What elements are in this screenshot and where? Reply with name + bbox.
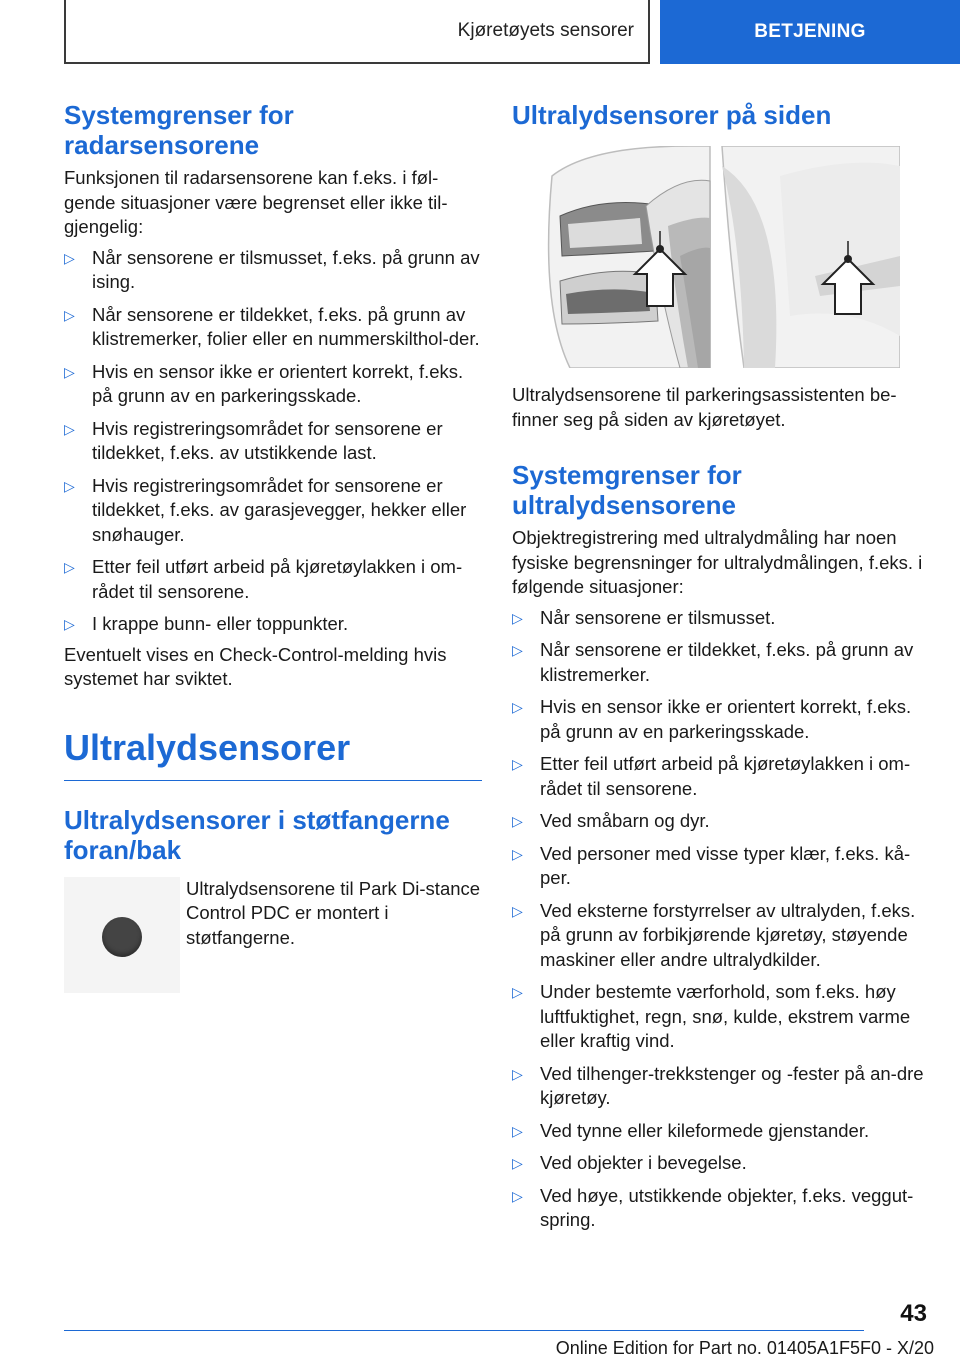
section-tab bbox=[660, 0, 960, 64]
footer-edition: Online Edition for Part no. 01405A1F5F0 - X/20 bbox=[555, 1338, 934, 1358]
triangle-bullet-icon: ▷ bbox=[512, 902, 523, 919]
triangle-bullet-icon: ▷ bbox=[64, 616, 75, 632]
list-item-text: Hvis registreringsområdet for sensorene er tildekket, f.eks. av garasjevegger, hekker eller snøhauger. bbox=[92, 474, 467, 545]
section-label: BETJENING bbox=[754, 21, 866, 42]
list-item-text: Ved personer med visse typer klær, f.eks. kå-per. bbox=[540, 842, 911, 888]
triangle-bullet-icon: ▷ bbox=[64, 477, 75, 494]
list-item-text: Når sensorene er tildekket, f.eks. på grunn av klistremerker. bbox=[540, 639, 914, 685]
sensor-image bbox=[64, 877, 180, 993]
list-item-text: Hvis en sensor ikke er orientert korrekt, f.eks. på grunn av en parkeringsskade. bbox=[92, 360, 464, 406]
triangle-bullet-icon: ▷ bbox=[64, 363, 75, 380]
list-item bbox=[512, 606, 928, 631]
list-item bbox=[64, 246, 482, 295]
triangle-bullet-icon: ▷ bbox=[512, 756, 523, 772]
list-item bbox=[512, 638, 928, 687]
radar-limits-intro: Funksjonen til radarsensorene kan f.eks. i føl-gende situasjoner være begrenset eller ikke til-gjengelig: bbox=[64, 167, 448, 237]
list-item-text: Når sensorene er tilsmusset, f.eks. på grunn av ising. bbox=[92, 246, 480, 292]
side-sensors-heading: Ultralydsensorer på siden bbox=[512, 100, 832, 130]
list-item bbox=[64, 555, 482, 604]
side-sensors-caption: Ultralydsensorene til parkeringsassistenten be-finner seg på siden av kjøretøyet. bbox=[512, 384, 897, 430]
list-item bbox=[64, 417, 482, 466]
list-item-text: Ved tilhenger-trekkstenger og -fester på an-dre kjøretøy. bbox=[540, 1062, 924, 1108]
triangle-bullet-icon: ▷ bbox=[512, 1065, 523, 1082]
ultrasonic-limits-list bbox=[512, 606, 928, 1233]
bumper-sensors-heading: Ultralydsensorer i støtfangerne foran/bak bbox=[64, 804, 450, 865]
list-item bbox=[64, 474, 482, 548]
list-item-text: Når sensorene er tildekket, f.eks. på grunn av klistremerker, folier eller en nummerskilthol-der. bbox=[92, 303, 480, 349]
list-item bbox=[512, 842, 928, 891]
list-item bbox=[512, 752, 928, 801]
triangle-bullet-icon: ▷ bbox=[64, 420, 75, 437]
list-item bbox=[512, 1151, 928, 1176]
triangle-bullet-icon: ▷ bbox=[64, 249, 75, 266]
ultrasonic-limits-intro: Objektregistrering med ultralydmåling har noen fysiske begrensninger for ultralydmålingen, f.eks. i følgende situasjoner: bbox=[512, 527, 923, 597]
list-item-text: Ved småbarn og dyr. bbox=[540, 810, 710, 831]
ultrasonic-limits-heading: Systemgrenser for ultralydsensorene bbox=[512, 460, 742, 520]
triangle-bullet-icon: ▷ bbox=[64, 559, 75, 575]
triangle-bullet-icon: ▷ bbox=[512, 1187, 523, 1204]
list-item-text: Etter feil utført arbeid på kjøretøylakken i om-rådet til sensorene. bbox=[540, 753, 911, 799]
list-item-text: I krappe bunn- eller toppunkter. bbox=[92, 613, 349, 634]
list-item-text: Ved objekter i bevegelse. bbox=[540, 1152, 747, 1173]
list-item-text: Ved eksterne forstyrrelser av ultralyden, f.eks. på grunn av forbikjørende kjøretøy, støyende maskiner eller andre ultralydkilder. bbox=[540, 899, 916, 970]
radar-limits-outro: Eventuelt vises en Check-Control-melding hvis systemet har sviktet. bbox=[64, 643, 447, 689]
triangle-bullet-icon: ▷ bbox=[512, 984, 523, 1000]
ultrasonic-sensor-icon bbox=[102, 917, 142, 957]
list-item bbox=[512, 809, 928, 834]
list-item-text: Når sensorene er tilsmusset. bbox=[540, 606, 776, 628]
triangle-bullet-icon: ▷ bbox=[512, 699, 523, 715]
list-item bbox=[512, 1119, 928, 1144]
left-column bbox=[64, 100, 482, 997]
list-item bbox=[64, 360, 482, 409]
triangle-bullet-icon: ▷ bbox=[512, 1155, 523, 1171]
triangle-bullet-icon: ▷ bbox=[64, 306, 75, 323]
list-item-text: Under bestemte værforhold, som f.eks. høy luftfuktighet, regn, snø, kulde, ekstrem varme eller kraftig vind. bbox=[540, 981, 911, 1051]
triangle-bullet-icon: ▷ bbox=[512, 845, 523, 862]
triangle-bullet-icon: ▷ bbox=[512, 813, 523, 829]
side-sensor-illustration bbox=[530, 146, 900, 368]
triangle-bullet-icon: ▷ bbox=[512, 609, 523, 626]
list-item-text: Ved høye, utstikkende objekter, f.eks. veggut-spring. bbox=[540, 1184, 914, 1230]
list-item bbox=[512, 980, 928, 1054]
list-item bbox=[512, 1062, 928, 1111]
radar-limits-heading: Systemgrenser for radarsensorene bbox=[64, 100, 294, 160]
bumper-sensor-block bbox=[64, 877, 482, 997]
ultrasonic-title: Ultralydsensorer bbox=[64, 726, 482, 781]
list-item bbox=[512, 1184, 928, 1233]
header-chapter-box bbox=[64, 0, 650, 64]
radar-limits-list bbox=[64, 246, 482, 637]
list-item bbox=[64, 303, 482, 352]
list-item bbox=[512, 695, 928, 744]
triangle-bullet-icon: ▷ bbox=[512, 1122, 523, 1139]
right-car-panel-image bbox=[722, 146, 900, 368]
list-item bbox=[512, 899, 928, 973]
right-column bbox=[512, 100, 928, 1233]
left-car-panel-image bbox=[549, 146, 710, 368]
list-item-text: Hvis en sensor ikke er orientert korrekt, f.eks. på grunn av en parkeringsskade. bbox=[540, 696, 912, 742]
page-number: 43 bbox=[900, 1300, 927, 1327]
bumper-sensors-text: Ultralydsensorene til Park Di-stance Control PDC er montert i støtfangerne. bbox=[186, 877, 481, 948]
footer-rule bbox=[64, 1330, 864, 1331]
list-item bbox=[64, 612, 482, 637]
list-item-text: Etter feil utført arbeid på kjøretøylakken i om-rådet til sensorene. bbox=[92, 556, 463, 602]
list-item-text: Ved tynne eller kileformede gjenstander. bbox=[540, 1119, 870, 1141]
list-item-text: Hvis registreringsområdet for sensorene er tildekket, f.eks. av utstikkende last. bbox=[92, 417, 443, 463]
triangle-bullet-icon: ▷ bbox=[512, 642, 523, 658]
chapter-title: Kjøretøyets sensorer bbox=[457, 20, 634, 41]
